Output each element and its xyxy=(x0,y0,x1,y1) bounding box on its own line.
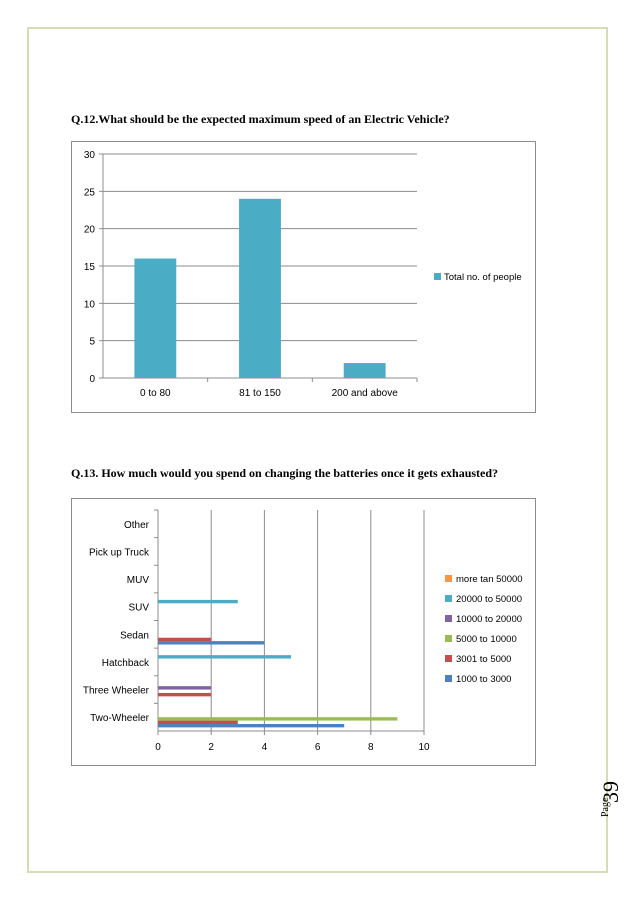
legend-label: 5000 to 10000 xyxy=(456,634,517,645)
legend-label: 10000 to 20000 xyxy=(456,614,523,625)
legend-label: Total no. of people xyxy=(444,272,522,283)
y-category-label: Hatchback xyxy=(101,657,149,669)
question-12: Q.12.What should be the expected maximum speed of an Electric Vehicle? xyxy=(71,112,450,126)
legend-swatch xyxy=(445,595,452,602)
legend-swatch xyxy=(445,615,452,622)
y-category-label: Other xyxy=(123,519,149,531)
page-number-value: 39 xyxy=(598,781,623,803)
speed-chart-frame xyxy=(71,141,536,413)
bar xyxy=(134,259,176,378)
question-13: Q.13. How much would you spend on changing the batteries once it gets exhausted? xyxy=(71,466,499,480)
speed-bar-chart xyxy=(72,142,535,412)
bar xyxy=(239,199,281,378)
legend-label: 20000 to 50000 xyxy=(456,594,523,605)
x-tick-label: 4 xyxy=(261,742,268,753)
legend-swatch xyxy=(445,675,452,682)
bar xyxy=(158,641,264,644)
x-tick-label: 6 xyxy=(314,742,321,753)
y-category-label: Sedan xyxy=(120,630,149,642)
x-category-label: 200 and above xyxy=(331,388,398,399)
bar xyxy=(158,638,211,641)
x-tick-label: 10 xyxy=(418,742,430,753)
bar xyxy=(158,686,211,689)
legend-swatch xyxy=(445,635,452,642)
y-tick-label: 30 xyxy=(83,150,95,161)
x-category-label: 81 to 150 xyxy=(239,388,281,399)
bar xyxy=(158,655,291,658)
x-tick-label: 8 xyxy=(368,742,374,753)
x-category-label: 0 to 80 xyxy=(140,388,171,399)
y-category-label: Two-Wheeler xyxy=(90,713,149,725)
y-tick-label: 10 xyxy=(83,299,95,311)
bar xyxy=(158,721,238,724)
x-tick-label: 0 xyxy=(155,742,161,753)
x-tick-label: 2 xyxy=(208,742,214,753)
legend-swatch xyxy=(445,575,452,582)
y-tick-label: 15 xyxy=(83,262,95,273)
y-tick-label: 5 xyxy=(89,336,95,348)
y-category-label: Three Wheeler xyxy=(82,685,149,697)
page-label: Page xyxy=(600,797,611,817)
bar xyxy=(158,600,238,603)
bar xyxy=(158,693,211,696)
battery-cost-chart-frame xyxy=(71,498,536,766)
y-category-label: SUV xyxy=(128,602,149,614)
legend-swatch xyxy=(434,273,441,280)
bar xyxy=(158,717,397,720)
legend-label: more tan 50000 xyxy=(456,574,523,585)
y-tick-label: 25 xyxy=(83,187,95,199)
bar xyxy=(344,363,386,378)
y-category-label: Pick up Truck xyxy=(88,547,149,559)
page-number xyxy=(592,773,626,823)
y-tick-label: 20 xyxy=(83,224,95,236)
legend-swatch xyxy=(445,655,452,662)
y-category-label: MUV xyxy=(126,575,149,587)
bar xyxy=(158,724,344,727)
y-tick-label: 0 xyxy=(89,374,95,385)
battery-cost-bar-chart xyxy=(72,499,535,765)
legend-label: 1000 to 3000 xyxy=(456,674,512,685)
legend-label: 3001 to 5000 xyxy=(456,654,512,665)
